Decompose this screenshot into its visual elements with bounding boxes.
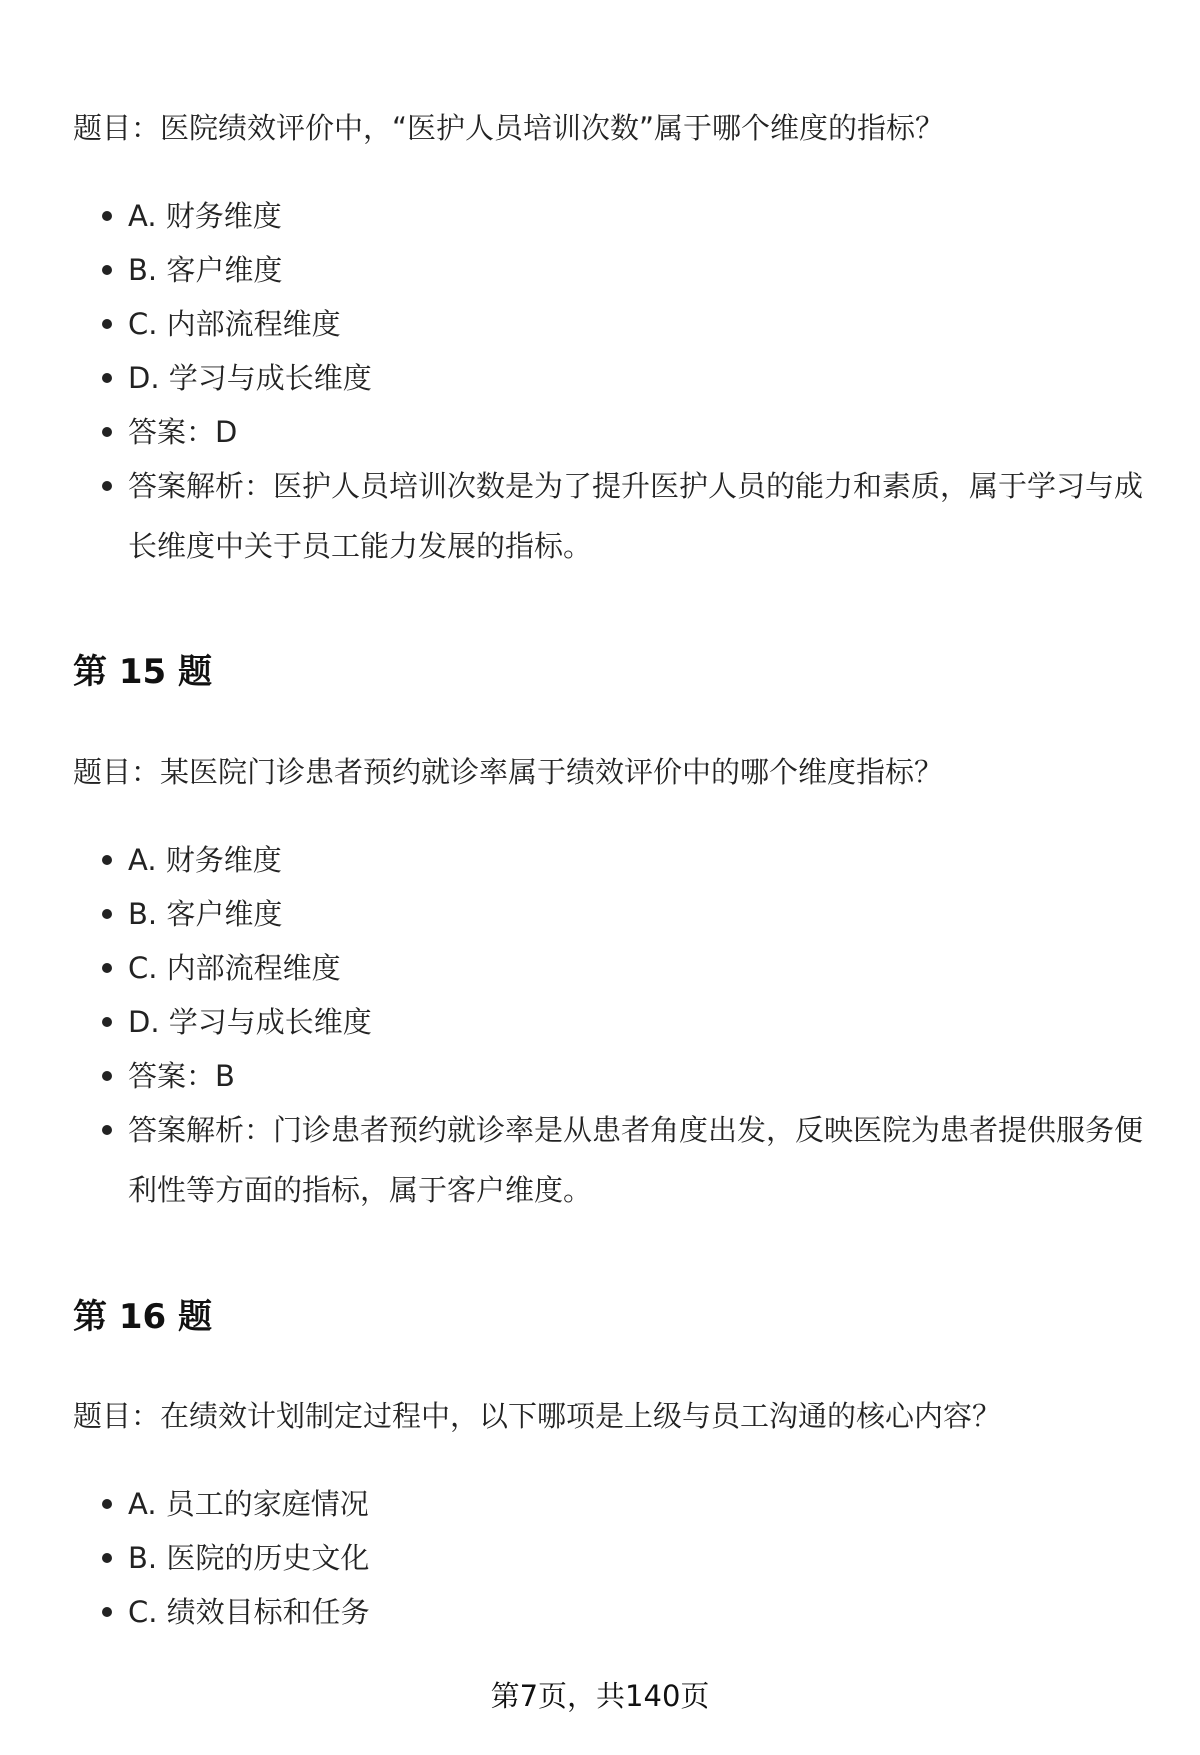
question-text: 题目：某医院门诊患者预约就诊率属于绩效评价中的哪个维度指标？ [73,755,944,789]
answer: 答案：B [128,1046,1148,1106]
answer-analysis: 答案解析：门诊患者预约就诊率是从患者角度出发，反映医院为患者提供服务便利性等方面的指标，属于客户维度。 [128,1100,1148,1220]
option-c: C. 内部流程维度 [128,294,1148,354]
answer: 答案：D [128,402,1148,462]
option-a: A. 员工的家庭情况 [128,1474,1148,1534]
option-c: C. 内部流程维度 [128,938,1148,998]
option-b: B. 客户维度 [128,240,1148,300]
option-a: A. 财务维度 [128,186,1148,246]
question-heading: 第 15 题 [73,652,212,692]
option-b: B. 客户维度 [128,884,1148,944]
option-c: C. 绩效目标和任务 [128,1582,1148,1642]
page-footer: 第7页，共140页 [490,1679,710,1713]
option-d: D. 学习与成长维度 [128,992,1148,1052]
option-d: D. 学习与成长维度 [128,348,1148,408]
option-a: A. 财务维度 [128,830,1148,890]
question-text: 题目：在绩效计划制定过程中，以下哪项是上级与员工沟通的核心内容？ [73,1399,1002,1433]
question-text: 题目：医院绩效评价中，“医护人员培训次数”属于哪个维度的指标？ [73,111,945,145]
option-b: B. 医院的历史文化 [128,1528,1148,1588]
answer-analysis: 答案解析：医护人员培训次数是为了提升医护人员的能力和素质，属于学习与成长维度中关于员工能力发展的指标。 [128,456,1148,576]
question-heading: 第 16 题 [73,1297,212,1337]
